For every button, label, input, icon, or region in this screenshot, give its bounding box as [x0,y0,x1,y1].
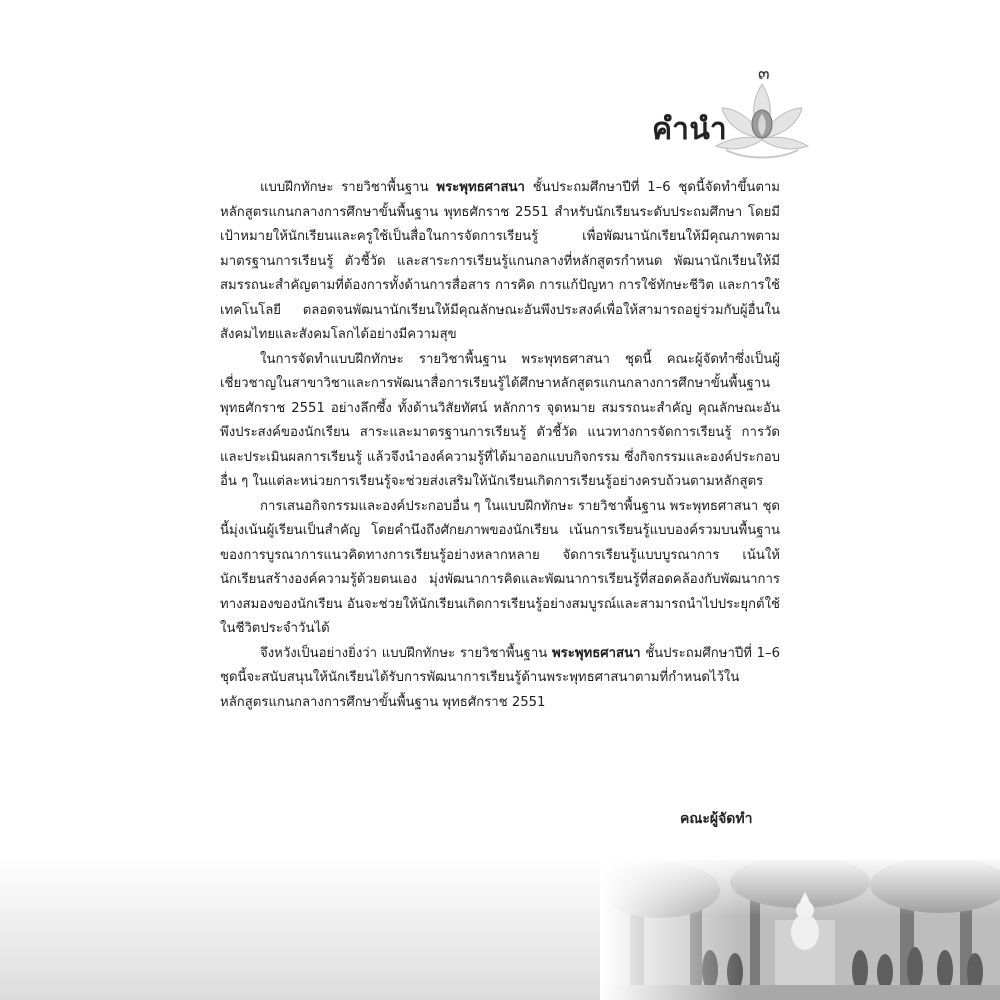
paragraph-4-text-start: จึงหวังเป็นอย่างยิ่งว่า แบบฝึกทักษะ รายวิชาพื้นฐาน [260,645,552,661]
paragraph-4-subject-bold: พระพุทธศาสนา [551,645,641,661]
paragraph-1-subject-bold: พระพุทธศาสนา [436,180,525,195]
paragraph-1-text-end: ชั้นประถมศึกษาปีที่ 1–6 ชุดนี้จัดทำขึ้นตามหลักสูตรแกนกลางการศึกษาขั้นพื้นฐาน พุทธศักราช 2551 สำหรับนักเรียนระดับประถมศึกษา โดยมีเป้าหมายให้นักเรียนและครูใช้เป็นสื่อในการจัดการเรียนรู้ เพื่อพัฒนานักเรียนให้มีคุณภาพตามมาตรฐานการเรียนรู้ ตัวชี้วัด และสาระการเรียนรู้แกนกลางที่หลักสูตรกำหนด พัฒนานักเรียนให้มีสมรรถนะสำคัญตามที่ต้องการทั้งด้านการสื่อสาร การคิด การแก้ปัญหา การใช้ทักษะชีวิต และการใช้เทคโนโลยี ตลอดจนพัฒนานักเรียนให้มีคุณลักษณะอันพึงประสงค์เพื่อให้สามารถอยู่ร่วมกับผู้อื่นในสังคมไทยและสังคมโลกได้อย่างมีความสุข [220,180,781,342]
paragraph-2 [220,348,780,495]
paragraph-1 [220,176,780,348]
signature: คณะผู้จัดทำ [680,811,753,827]
page-number: ๓ [758,64,770,84]
paragraph-4-text-end: ชั้นประถมศึกษาปีที่ 1–6 ชุดนี้จะสนับสนุนให้นักเรียนได้รับการพัฒนาการเรียนรู้ด้านพระพุทธศาสนาตามที่กำหนดไว้ในหลักสูตรแกนกลางการศึกษาขั้นพื้นฐาน พุทธศักราช 2551 [220,645,780,710]
temple-ceremony-photo [600,860,1000,1000]
paragraph-3-text: การเสนอกิจกรรมและองค์ประกอบอื่น ๆ ในแบบฝึกทักษะ รายวิชาพื้นฐาน พระพุทธศาสนา ชุดนี้มุ่งเน้นผู้เรียนเป็นสำคัญ โดยคำนึงถึงศักยภาพของนักเรียน เน้นการเรียนรู้แบบองค์รวมบนพื้นฐานของการบูรณาการแนวคิดทางการเรียนรู้อย่างหลากหลาย จัดการเรียนรู้แบบบูรณาการ เน้นให้นักเรียนสร้างองค์ความรู้ด้วยตนเอง มุ่งพัฒนาการคิดและพัฒนาการเรียนรู้ที่สอดคล้องกับพัฒนาการทางสมองของนักเรียน อันจะช่วยให้นักเรียนเกิดการเรียนรู้อย่างสมบูรณ์และสามารถนำไปประยุกต์ใช้ในชีวิตประจำวันได้ [220,498,780,636]
paragraph-2-text: ในการจัดทำแบบฝึกทักษะ รายวิชาพื้นฐาน พระพุทธศาสนา ชุดนี้ คณะผู้จัดทำซึ่งเป็นผู้เชี่ยวชาญในสาขาวิชาและการพัฒนาสื่อการเรียนรู้ได้ศึกษาหลักสูตรแกนกลางการศึกษาขั้นพื้นฐาน พุทธศักราช 2551 อย่างลึกซึ้ง ทั้งด้านวิสัยทัศน์ หลักการ จุดหมาย สมรรถนะสำคัญ คุณลักษณะอันพึงประสงค์ของนักเรียน สาระและมาตรฐานการเรียนรู้ ตัวชี้วัด แนวทางการจัดการเรียนรู้ การวัดและประเมินผลการเรียนรู้ แล้วจึงนำองค์ความรู้ที่ได้มาออกแบบกิจกรรม ซึ่งกิจกรรมและองค์ประกอบอื่น ๆ ในแต่ละหน่วยการเรียนรู้จะช่วยส่งเสริมให้นักเรียนเกิดการเรียนรู้อย่างครบถ้วนตามหลักสูตร [220,351,780,489]
preface-body [220,176,780,715]
page-title: คำนำ [652,112,728,147]
paragraph-1-text-start: แบบฝึกทักษะ รายวิชาพื้นฐาน [260,180,437,195]
paragraph-3 [220,495,780,642]
paragraph-4 [220,642,780,716]
